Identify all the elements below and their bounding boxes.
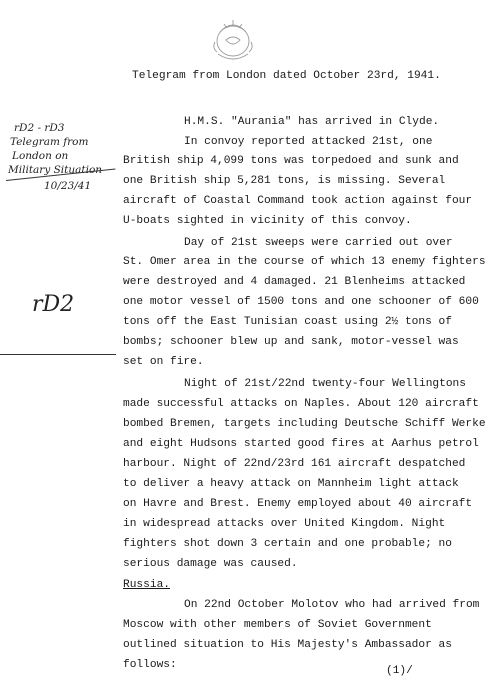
russia-line-2: Moscow with other members of Soviet Government (123, 619, 432, 631)
crest-seal-icon (206, 14, 260, 64)
margin-note-line-4: Military Situation (8, 164, 103, 176)
body-line-2: In convoy reported attacked 21st, one (184, 136, 433, 148)
body-line-5: aircraft of Coastal Command took action against four (123, 195, 473, 207)
body-line-7: Day of 21st sweeps were carried out over (184, 237, 453, 249)
body-line-21: in widespread attacks over United Kingdom. Night (123, 518, 446, 530)
body-line-22: fighters shot down 3 certain and one probable; no (123, 538, 452, 550)
page-number: (1)/ (386, 665, 413, 677)
russia-line-3: outlined situation to His Majesty's Ambassador as (123, 639, 452, 651)
body-line-14: Night of 21st/22nd twenty-four Wellingtons (184, 378, 466, 390)
body-line-20: on Havre and Brest. Enemy employed about 40 aircraft (123, 498, 473, 510)
body-line-17: and eight Hudsons started good fires at Aarhus petrol (123, 438, 479, 450)
margin-note-line-3: London on (12, 150, 69, 162)
margin-rule (0, 354, 116, 355)
russia-line-4: follows: (123, 659, 177, 671)
russia-line-1: On 22nd October Molotov who had arrived from (184, 599, 480, 611)
body-line-6: U-boats sighted in vicinity of this convoy. (123, 215, 412, 227)
section-heading-russia: Russia. (123, 579, 170, 591)
body-line-8: St. Omer area in the course of which 13 enemy fighters (123, 256, 486, 268)
body-line-19: to deliver a heavy attack on Mannheim light attack (123, 478, 459, 490)
body-line-16: bombed Bremen, targets including Deutsche Schiff Werke (123, 418, 486, 430)
body-line-23: serious damage was caused. (123, 558, 298, 570)
body-line-11: tons off the East Tunisian coast using 2½ tons of (123, 316, 452, 328)
body-line-9: were destroyed and 4 damaged. 21 Blenheims attacked (123, 276, 466, 288)
margin-note-line-1: rD2 - rD3 (14, 122, 65, 134)
margin-code: rD2 (32, 292, 75, 317)
body-line-1: H.M.S. "Aurania" has arrived in Clyde. (184, 116, 440, 128)
telegram-title: Telegram from London dated October 23rd, 1941. (132, 70, 441, 82)
margin-note-line-5: 10/23/41 (44, 180, 92, 192)
body-line-13: set on fire. (123, 356, 204, 368)
body-line-12: bombs; schooner blew up and sank, motor-vessel was (123, 336, 459, 348)
body-line-3: British ship 4,099 tons was torpedoed and sunk and (123, 155, 459, 167)
body-line-15: made successful attacks on Naples. About 120 aircraft (123, 398, 479, 410)
body-line-4: one British ship 5,281 tons, is missing. Several (123, 175, 446, 187)
body-line-18: harbour. Night of 22nd/23rd 161 aircraft despatched (123, 458, 466, 470)
body-line-10: one motor vessel of 1500 tons and one schooner of 600 (123, 296, 479, 308)
margin-note-line-2: Telegram from (10, 136, 89, 148)
